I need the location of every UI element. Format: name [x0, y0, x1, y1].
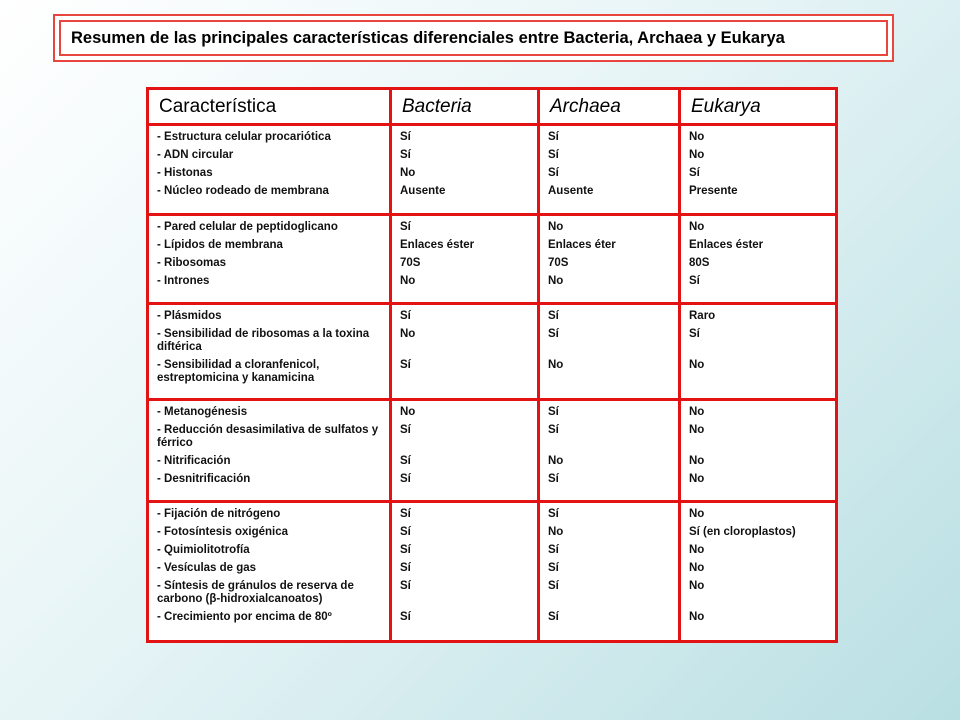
page-title: Resumen de las principales características diferenciales entre Bacteria, Archaea y Eukarya — [71, 28, 785, 47]
archaea-value: No — [548, 221, 564, 233]
archaea-value: Sí — [548, 149, 559, 161]
eukarya-value: No — [689, 473, 705, 485]
bacteria-value: Sí — [400, 149, 411, 161]
feature-value: - ADN circular — [157, 149, 234, 161]
feature-value: - Reducción desasimilativa de sulfatos y férrico — [157, 424, 379, 449]
table-row — [148, 125, 837, 215]
archaea-cell — [539, 502, 680, 642]
bacteria-value: Sí — [400, 131, 411, 143]
eukarya-value: Enlaces éster — [689, 239, 764, 251]
feature-value: - Desnitrificación — [157, 473, 251, 485]
feature-value: - Síntesis de gránulos de reserva de carbono (β-hidroxialcanoatos) — [157, 580, 354, 605]
archaea-cell — [539, 125, 680, 215]
feature-value: - Crecimiento por encima de 80º — [157, 611, 332, 623]
archaea-value: No — [548, 526, 564, 538]
bacteria-value: Sí — [400, 310, 411, 322]
bacteria-value: No — [400, 275, 416, 287]
bacteria-value: Sí — [400, 544, 411, 556]
bacteria-value: Ausente — [400, 185, 446, 197]
archaea-value: Sí — [548, 424, 559, 436]
table-row — [148, 304, 837, 400]
eukarya-value: No — [689, 221, 705, 233]
archaea-value: Sí — [548, 406, 559, 418]
archaea-value: 70S — [548, 257, 569, 269]
bacteria-value: Sí — [400, 508, 411, 520]
feature-value: - Ribosomas — [157, 257, 227, 269]
bacteria-value: Sí — [400, 580, 411, 592]
bacteria-value: Sí — [400, 221, 411, 233]
eukarya-value: No — [689, 406, 705, 418]
feature-value: - Fijación de nitrógeno — [157, 508, 281, 520]
bacteria-value: No — [400, 406, 416, 418]
eukarya-cell — [680, 215, 837, 304]
bacteria-value: Sí — [400, 473, 411, 485]
eukarya-cell — [680, 400, 837, 502]
eukarya-value: 80S — [689, 257, 710, 269]
bacteria-cell — [391, 304, 539, 400]
feature-value: - Núcleo rodeado de membrana — [157, 185, 329, 197]
bacteria-cell — [391, 502, 539, 642]
header-eukarya: Eukarya — [680, 89, 837, 125]
eukarya-value: No — [689, 424, 705, 436]
archaea-value: Sí — [548, 562, 559, 574]
feature-cell — [148, 125, 391, 215]
feature-value: - Sensibilidad a cloranfenicol, estreptomicina y kanamicina — [157, 359, 320, 384]
eukarya-value: Presente — [689, 185, 738, 197]
archaea-value: Sí — [548, 544, 559, 556]
feature-value: - Pared celular de peptidoglicano — [157, 221, 338, 233]
bacteria-value: Sí — [400, 611, 411, 623]
archaea-value: Ausente — [548, 185, 594, 197]
feature-value: - Nitrificación — [157, 455, 231, 467]
archaea-value: Sí — [548, 508, 559, 520]
feature-value: - Estructura celular procariótica — [157, 131, 331, 143]
title-inner-border — [59, 20, 888, 56]
eukarya-value: Sí — [689, 167, 700, 179]
eukarya-value: No — [689, 544, 705, 556]
bacteria-cell — [391, 125, 539, 215]
eukarya-value: No — [689, 580, 705, 592]
bacteria-value: 70S — [400, 257, 421, 269]
archaea-value: No — [548, 455, 564, 467]
archaea-value: Sí — [548, 580, 559, 592]
title-box — [53, 14, 894, 62]
bacteria-value: No — [400, 328, 416, 340]
feature-cell — [148, 502, 391, 642]
archaea-value: Sí — [548, 310, 559, 322]
archaea-value: Sí — [548, 473, 559, 485]
feature-value: - Lípidos de membrana — [157, 239, 283, 251]
bacteria-cell — [391, 215, 539, 304]
archaea-value: Sí — [548, 167, 559, 179]
bacteria-value: Sí — [400, 359, 411, 371]
bacteria-value: Enlaces éster — [400, 239, 475, 251]
header-caracteristica: Característica — [148, 89, 391, 125]
bacteria-value: Sí — [400, 424, 411, 436]
archaea-value: Sí — [548, 328, 559, 340]
feature-value: - Fotosíntesis oxigénica — [157, 526, 288, 538]
eukarya-value: No — [689, 359, 705, 371]
bacteria-value: Sí — [400, 562, 411, 574]
feature-value: - Quimiolitotrofía — [157, 544, 250, 556]
archaea-value: No — [548, 359, 564, 371]
eukarya-value: No — [689, 562, 705, 574]
archaea-value: Sí — [548, 131, 559, 143]
table-row — [148, 400, 837, 502]
bacteria-value: No — [400, 167, 416, 179]
eukarya-cell — [680, 125, 837, 215]
header-archaea: Archaea — [539, 89, 680, 125]
feature-value: - Histonas — [157, 167, 213, 179]
eukarya-cell — [680, 502, 837, 642]
archaea-value: No — [548, 275, 564, 287]
feature-value: - Vesículas de gas — [157, 562, 257, 574]
archaea-value: Sí — [548, 611, 559, 623]
eukarya-value: No — [689, 611, 705, 623]
archaea-cell — [539, 215, 680, 304]
feature-value: - Metanogénesis — [157, 406, 248, 418]
bacteria-cell — [391, 400, 539, 502]
eukarya-value: No — [689, 131, 705, 143]
feature-cell — [148, 400, 391, 502]
feature-value: - Intrones — [157, 275, 210, 287]
feature-cell — [148, 304, 391, 400]
eukarya-value: No — [689, 508, 705, 520]
eukarya-value: Sí — [689, 328, 700, 340]
eukarya-value: Sí — [689, 275, 700, 287]
table-row — [148, 215, 837, 304]
header-bacteria: Bacteria — [391, 89, 539, 125]
eukarya-value: Sí (en cloroplastos) — [689, 526, 796, 538]
archaea-cell — [539, 304, 680, 400]
archaea-cell — [539, 400, 680, 502]
eukarya-value: No — [689, 455, 705, 467]
eukarya-value: Raro — [689, 310, 716, 322]
archaea-value: Enlaces éter — [548, 239, 616, 251]
eukarya-value: No — [689, 149, 705, 161]
eukarya-cell — [680, 304, 837, 400]
table-row — [148, 502, 837, 642]
comparison-table — [146, 87, 838, 643]
feature-cell — [148, 215, 391, 304]
bacteria-value: Sí — [400, 455, 411, 467]
feature-value: - Sensibilidad de ribosomas a la toxina diftérica — [157, 328, 370, 353]
bacteria-value: Sí — [400, 526, 411, 538]
header-row — [148, 89, 837, 125]
feature-value: - Plásmidos — [157, 310, 222, 322]
